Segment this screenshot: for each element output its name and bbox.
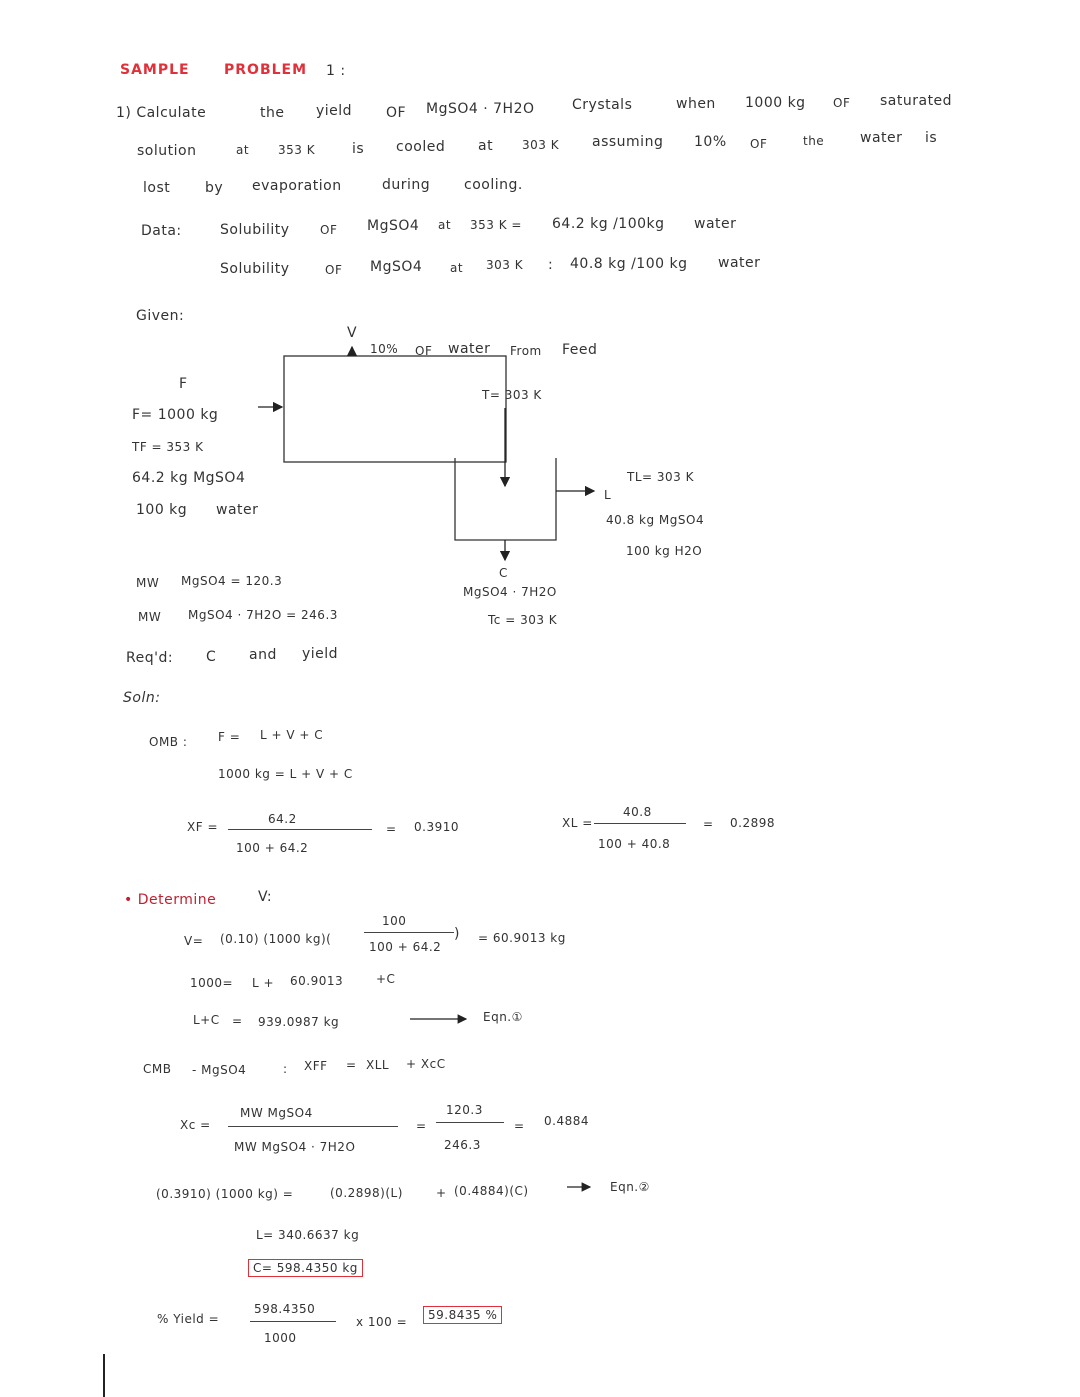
text: and xyxy=(249,647,277,663)
text: XLL xyxy=(366,1058,390,1072)
text: Eqn.② xyxy=(610,1180,650,1194)
text: 246.3 xyxy=(444,1138,481,1152)
text: = xyxy=(703,817,714,831)
text: 598.4350 xyxy=(254,1302,316,1316)
text: Eqn.① xyxy=(483,1010,523,1024)
text: + xyxy=(436,1186,447,1200)
text: at xyxy=(450,261,464,275)
text: 10% xyxy=(694,134,727,150)
text: cooling. xyxy=(464,177,523,193)
text: evaporation xyxy=(252,178,342,194)
page-edge-mark xyxy=(103,1354,105,1397)
problem-label: PROBLEM xyxy=(224,62,308,78)
text: MW MgSO4 · 7H2O xyxy=(234,1140,356,1154)
text: at xyxy=(438,218,452,232)
text: OF xyxy=(415,344,433,358)
text: (0.2898)(L) xyxy=(330,1186,403,1200)
sample-label: SAMPLE xyxy=(120,62,190,78)
text: lost xyxy=(143,180,171,196)
text: OF xyxy=(320,223,338,237)
text: 939.0987 kg xyxy=(258,1015,340,1029)
given-label: Given: xyxy=(136,308,185,324)
text: = xyxy=(416,1119,427,1133)
text: (0.3910) (1000 kg) = xyxy=(156,1187,294,1201)
fraction-bar xyxy=(228,1126,398,1127)
result-yield: 59.8435 % xyxy=(423,1306,502,1324)
text: CMB xyxy=(143,1062,172,1076)
text: solution xyxy=(137,143,197,159)
text: L + V + C xyxy=(260,728,324,742)
text: Crystals xyxy=(572,97,633,113)
text: 303 K xyxy=(522,138,560,152)
text: TL= 303 K xyxy=(627,470,694,484)
text: F= 1000 kg xyxy=(132,407,219,423)
text: MgSO4 · 7H2O xyxy=(426,101,535,117)
text: 100 + 64.2 xyxy=(236,841,309,855)
text: +C xyxy=(376,972,396,986)
text: (0.10) (1000 kg)( xyxy=(220,932,332,946)
liquor-label: L xyxy=(604,488,612,502)
text: during xyxy=(382,177,431,193)
text: the xyxy=(260,105,285,121)
text: assuming xyxy=(592,134,664,150)
text: 100 kg xyxy=(136,502,188,518)
text: 100 + 40.8 xyxy=(598,837,671,851)
text: - MgSO4 xyxy=(192,1063,247,1077)
text: 0.4884 xyxy=(544,1114,589,1128)
text: 100 kg H2O xyxy=(626,544,703,558)
text: the xyxy=(803,134,825,148)
text: 1000 xyxy=(264,1331,297,1345)
text: Feed xyxy=(562,342,598,358)
text: MW MgSO4 xyxy=(240,1106,313,1120)
text: = xyxy=(386,822,397,836)
text: Solubility xyxy=(220,261,290,277)
fraction-bar xyxy=(250,1321,336,1322)
text: is xyxy=(925,130,938,146)
text: 64.2 kg /100kg xyxy=(552,216,665,232)
text: MgSO4 · 7H2O xyxy=(463,585,557,599)
text: 0.3910 xyxy=(414,820,459,834)
text: water xyxy=(216,502,259,518)
crystal-label: C xyxy=(499,566,508,580)
text: 64.2 xyxy=(268,812,297,826)
text: XF = xyxy=(187,820,218,834)
text: is xyxy=(352,141,365,157)
text: Req'd: xyxy=(126,650,174,666)
text: : xyxy=(548,257,554,273)
text: V: xyxy=(258,889,273,905)
text: x 100 = xyxy=(356,1315,408,1329)
text: + XcC xyxy=(406,1057,446,1071)
text: 1000 kg = L + V + C xyxy=(218,767,353,781)
text: 353 K = xyxy=(470,218,522,232)
text: From xyxy=(510,344,542,358)
text: yield xyxy=(316,103,353,119)
text: OMB : xyxy=(149,735,188,749)
text: ) xyxy=(454,926,460,942)
text: 40.8 xyxy=(623,805,652,819)
text: 1) Calculate xyxy=(116,105,207,121)
text: (0.4884)(C) xyxy=(454,1184,529,1198)
text: water xyxy=(860,130,903,146)
data-label: Data: xyxy=(141,223,182,239)
text: OF xyxy=(833,96,851,110)
text: cooled xyxy=(396,139,446,155)
feed-label: F xyxy=(179,376,188,392)
text: OF xyxy=(750,137,768,151)
text: at xyxy=(478,138,494,154)
text: water xyxy=(448,341,491,357)
text: 60.9013 xyxy=(290,974,344,988)
text: yield xyxy=(302,646,339,662)
soln-label: Soln: xyxy=(123,690,161,706)
text: 1000= xyxy=(190,976,234,990)
text: 353 K xyxy=(278,143,316,157)
text: XFF xyxy=(304,1059,328,1073)
text: : xyxy=(283,1062,288,1076)
text: MW xyxy=(138,610,162,624)
text: water xyxy=(694,216,737,232)
text: 120.3 xyxy=(446,1103,483,1117)
text: = xyxy=(232,1014,243,1028)
text: Tc = 303 K xyxy=(488,613,558,627)
text: OF xyxy=(325,263,343,277)
text: MgSO4 xyxy=(367,218,420,234)
text: water xyxy=(718,255,761,271)
result-C: C= 598.4350 kg xyxy=(248,1259,363,1277)
text: OF xyxy=(386,105,407,121)
fraction-bar xyxy=(436,1122,504,1123)
text: T= 303 K xyxy=(482,388,542,402)
text: MgSO4 · 7H2O = 246.3 xyxy=(188,608,338,622)
text: 1000 kg xyxy=(745,95,806,111)
vapor-label: V xyxy=(347,325,358,341)
text: MW xyxy=(136,576,160,590)
text: C xyxy=(206,649,217,665)
text: V= xyxy=(184,934,204,948)
text: = xyxy=(346,1058,357,1072)
text: Xc = xyxy=(180,1118,211,1132)
text: • Determine xyxy=(124,892,217,908)
text: 100 + 64.2 xyxy=(369,940,442,954)
text: XL = xyxy=(562,816,593,830)
result-L: L= 340.6637 kg xyxy=(256,1228,360,1242)
text: L+C xyxy=(193,1013,220,1027)
text: by xyxy=(205,180,224,196)
text: 40.8 kg MgSO4 xyxy=(606,513,705,527)
text: 40.8 kg /100 kg xyxy=(570,256,688,272)
text: 0.2898 xyxy=(730,816,775,830)
text: TF = 353 K xyxy=(132,440,204,454)
text: MgSO4 xyxy=(370,259,423,275)
text: F = xyxy=(218,730,241,744)
text: at xyxy=(236,143,250,157)
text: when xyxy=(676,96,716,112)
text: 64.2 kg MgSO4 xyxy=(132,470,246,486)
text: saturated xyxy=(880,93,953,109)
text: 303 K xyxy=(486,258,524,272)
text: = xyxy=(514,1119,525,1133)
text: 100 xyxy=(382,914,407,928)
text: % Yield = xyxy=(157,1312,220,1326)
text: Solubility xyxy=(220,222,290,238)
text: MgSO4 = 120.3 xyxy=(181,574,283,588)
text: L + xyxy=(252,976,275,990)
text: = 60.9013 kg xyxy=(478,931,566,945)
text: 10% xyxy=(370,342,399,356)
problem-number: 1 : xyxy=(326,63,346,79)
